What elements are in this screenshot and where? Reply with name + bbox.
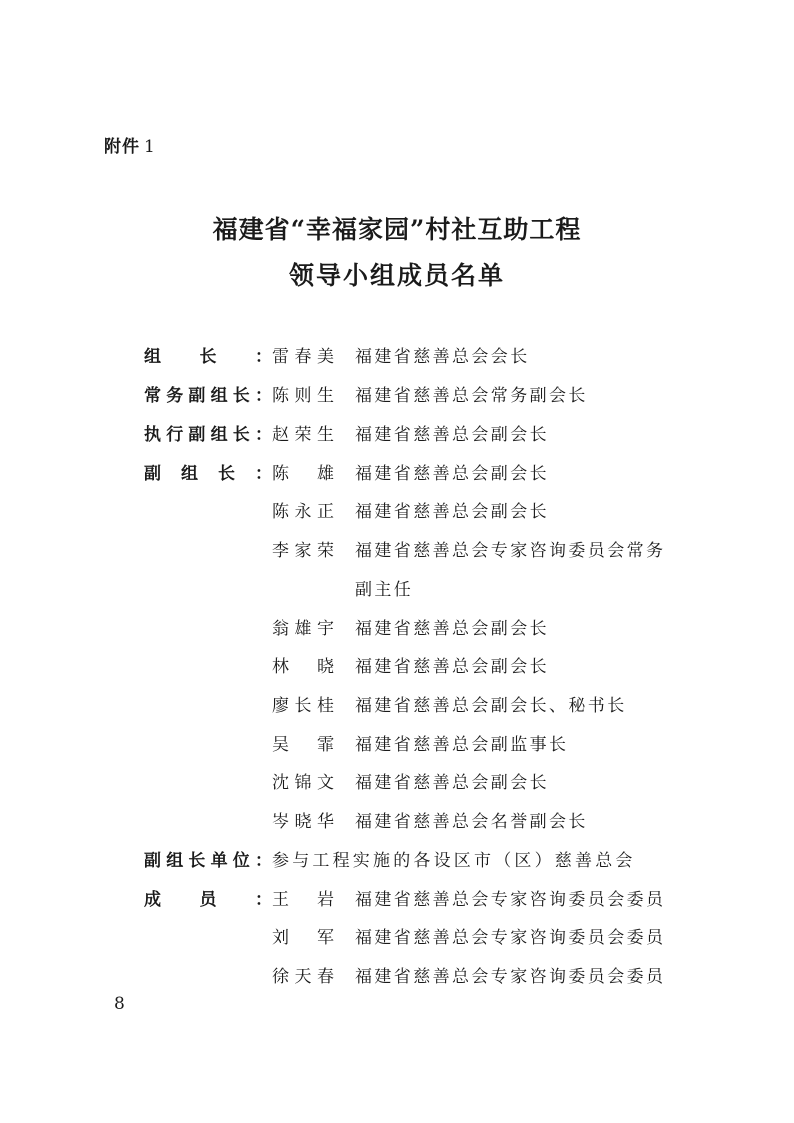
roster-row xyxy=(0,846,794,876)
member-position: 福建省慈善总会专家咨询委员会委员 xyxy=(355,967,666,987)
roster-row xyxy=(0,885,794,915)
roster-row xyxy=(0,420,794,450)
role-label: 常 务 副 组 长 ： xyxy=(144,386,272,406)
member-position: 参与工程实施的各设区市（区）慈善总会 xyxy=(272,851,636,871)
member-position: 福建省慈善总会专家咨询委员会委员 xyxy=(355,928,666,948)
member-name: 林 晓 xyxy=(272,657,334,677)
member-name: 陈 永 正 xyxy=(272,502,334,522)
role-label: 执 行 副 组 长 ： xyxy=(144,425,272,445)
member-position: 福建省慈善总会副会长、秘书长 xyxy=(355,696,627,716)
role-label: 成 员 ： xyxy=(144,890,272,910)
member-name: 陈 则 生 xyxy=(272,386,334,406)
member-position: 福建省慈善总会副会长 xyxy=(355,773,549,793)
member-position: 副主任 xyxy=(355,580,414,600)
document-title-line-1: 福建省“幸福家园”村社互助工程 xyxy=(212,215,582,244)
member-name: 雷 春 美 xyxy=(272,347,334,367)
roster-row xyxy=(0,923,794,953)
member-name: 廖 长 桂 xyxy=(272,696,334,716)
member-position: 福建省慈善总会副会长 xyxy=(355,619,549,639)
member-name: 李 家 荣 xyxy=(272,541,334,561)
roster-row xyxy=(0,614,794,644)
member-position: 福建省慈善总会会长 xyxy=(355,347,530,367)
roster-row xyxy=(0,652,794,682)
attachment-number: 1 xyxy=(144,137,156,157)
member-name: 沈 锦 文 xyxy=(272,773,334,793)
attachment-text: 附件 xyxy=(104,137,140,157)
member-position: 福建省慈善总会副会长 xyxy=(355,657,549,677)
member-name: 赵 荣 生 xyxy=(272,425,334,445)
role-label: 副 组 长 单 位 ： xyxy=(144,851,272,871)
member-position: 福建省慈善总会副会长 xyxy=(355,425,549,445)
attachment-label xyxy=(104,132,156,157)
member-position: 福建省慈善总会常务副会长 xyxy=(355,386,588,406)
member-position: 福建省慈善总会专家咨询委员会常务 xyxy=(355,541,666,561)
member-name: 陈 雄 xyxy=(272,464,334,484)
roster-row xyxy=(0,807,794,837)
roster-row xyxy=(0,575,794,605)
roster-row xyxy=(0,381,794,411)
member-position: 福建省慈善总会专家咨询委员会委员 xyxy=(355,890,666,910)
member-position: 福建省慈善总会副会长 xyxy=(355,464,549,484)
role-label: 副 组 长 ： xyxy=(144,464,272,484)
document-title-line-2: 领导小组成员名单 xyxy=(288,261,505,290)
roster-row xyxy=(0,459,794,489)
member-position: 福建省慈善总会名誉副会长 xyxy=(355,812,588,832)
role-label: 组 长 ： xyxy=(144,347,272,367)
page-number: 8 xyxy=(114,994,125,1014)
roster-row xyxy=(0,768,794,798)
member-position: 福建省慈善总会副会长 xyxy=(355,502,549,522)
member-name: 王 岩 xyxy=(272,890,334,910)
roster-row xyxy=(0,497,794,527)
member-position: 福建省慈善总会副监事长 xyxy=(355,735,569,755)
roster-row xyxy=(0,962,794,992)
member-name: 岑 晓 华 xyxy=(272,812,334,832)
roster-row xyxy=(0,730,794,760)
roster-row xyxy=(0,536,794,566)
roster-row xyxy=(0,342,794,372)
member-name: 刘 军 xyxy=(272,928,334,948)
member-name: 徐 天 春 xyxy=(272,967,334,987)
roster-row xyxy=(0,691,794,721)
member-name: 翁 雄 宇 xyxy=(272,619,334,639)
member-name: 吴 霏 xyxy=(272,735,334,755)
